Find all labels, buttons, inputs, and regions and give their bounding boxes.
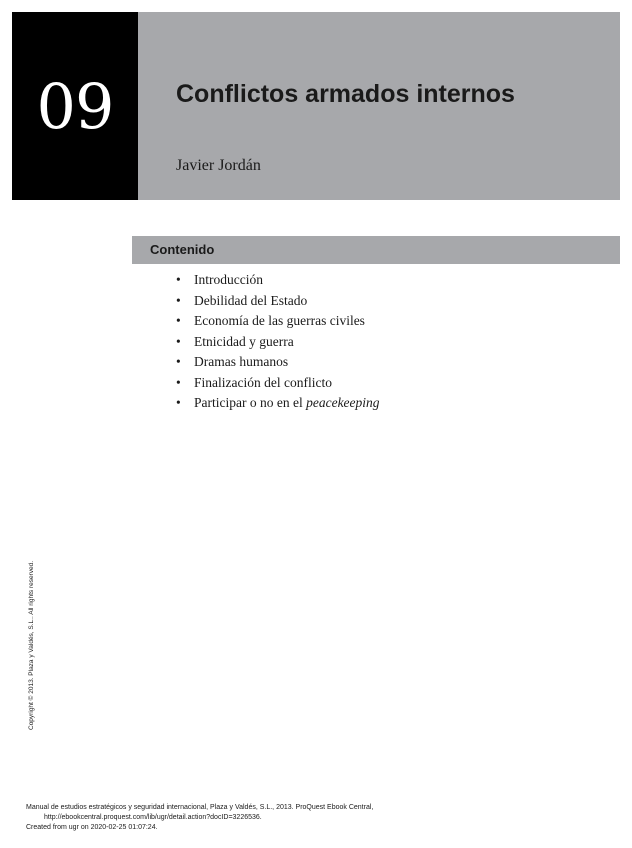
copyright-notice: Copyright © 2013. Plaza y Valdés, S.L.. All rights reserved. <box>28 560 35 730</box>
footer-line-2: http://ebookcentral.proquest.com/lib/ugr/detail.action?docID=3226536. <box>44 814 262 821</box>
contents-item-label: Economía de las guerras civiles <box>194 313 365 328</box>
contents-item-label: Debilidad del Estado <box>194 292 308 308</box>
bullet-icon: • <box>176 313 181 328</box>
contents-item-italic: peacekeeping <box>306 395 380 410</box>
contents-heading: Contenido <box>150 242 215 257</box>
bullet-icon: • <box>176 333 181 349</box>
citation-footer <box>26 803 373 833</box>
chapter-title: Conflictos armados internos <box>176 80 515 108</box>
bullet-icon: • <box>176 272 181 287</box>
chapter-author: Javier Jordán <box>176 157 261 174</box>
contents-item <box>176 311 380 332</box>
chapter-header-band <box>138 12 620 200</box>
contents-item <box>176 393 380 414</box>
contents-item-label: Finalización del conflicto <box>194 374 332 390</box>
bullet-icon: • <box>176 354 181 369</box>
footer-line-1: Manual de estudios estratégicos y seguridad internacional, Plaza y Valdés, S.L., 2013. ProQuest Ebook Central, <box>26 804 374 811</box>
bullet-icon: • <box>176 395 181 410</box>
contents-item-label: Participar o no en el <box>194 395 307 410</box>
contents-item <box>176 332 380 353</box>
contents-list <box>176 270 380 414</box>
contents-bar <box>132 236 620 264</box>
contents-item <box>176 373 380 394</box>
contents-item-label: Etnicidad y guerra <box>194 333 294 349</box>
contents-item-label: Dramas humanos <box>194 354 289 369</box>
bullet-icon: • <box>176 374 181 390</box>
contents-item <box>176 352 380 373</box>
chapter-number: 09 <box>36 70 114 143</box>
contents-item <box>176 291 380 312</box>
bullet-icon: • <box>176 292 181 308</box>
footer-line-3: Created from ugr on 2020-02-25 01:07:24. <box>26 824 158 831</box>
contents-item-label: Introducción <box>194 272 263 287</box>
chapter-number-box <box>12 12 138 200</box>
contents-item <box>176 270 380 291</box>
